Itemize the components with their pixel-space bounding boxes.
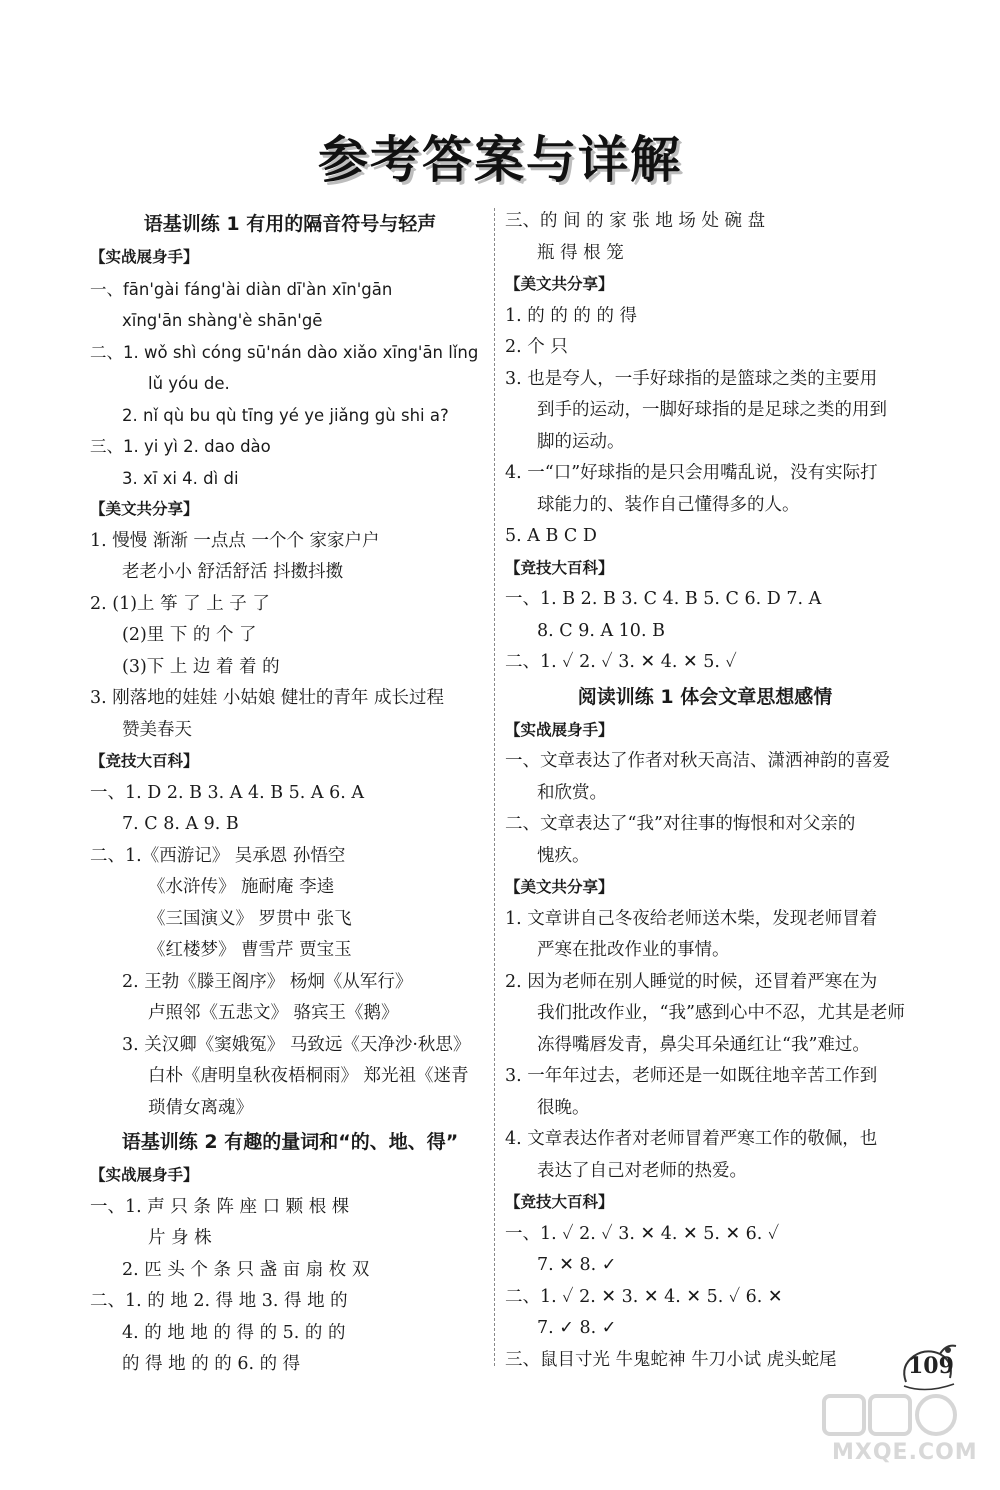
answer-line: 琐倩女离魂》: [148, 1097, 253, 1118]
answer-line: 2. nǐ qù bu qù tīng yé ye jiǎng gù shi a?: [122, 405, 449, 425]
subsection-label: 【实战展身手】: [90, 248, 199, 266]
answer-line: 3. 也是夸人，一手好球指的是篮球之类的主要用: [505, 368, 878, 389]
answer-line: xīng'ān shàng'è shān'gē: [122, 311, 323, 330]
answer-line: 1. 文章讲自己冬夜给老师送木柴，发现老师冒着: [505, 908, 878, 929]
answer-line: 冻得嘴唇发青，鼻尖耳朵通红让“我”难过。: [537, 1034, 870, 1055]
answer-line: 严寒在批改作业的事情。: [537, 940, 730, 960]
answer-line: 《红楼梦》 曹雪芹 贾宝玉: [148, 940, 352, 960]
answer-line: 1. 慢慢 渐渐 一点点 一个个 家家户户: [90, 530, 380, 551]
answer-line: 《三国演义》 罗贯中 张飞: [148, 908, 352, 929]
answer-line: 赞美春天: [122, 719, 192, 740]
answer-line: 三、的 间 的 家 张 地 场 处 碗 盘: [505, 211, 766, 231]
answer-line: 一、1. 声 只 条 阵 座 口 颗 根 棵: [90, 1196, 350, 1217]
section-heading: 阅读训练 1 体会文章思想感情: [577, 685, 833, 708]
page-title: 参考答案与详解: [318, 131, 682, 189]
answer-line: 到手的运动，一脚好球指的是足球之类的用到: [537, 400, 887, 420]
answer-line: 8. C 9. A 10. B: [537, 620, 665, 641]
answer-line: 白朴《唐明皇秋夜梧桐雨》 郑光祖《迷青: [148, 1066, 469, 1086]
answer-line: 一、文章表达了作者对秋天高洁、潇洒神韵的喜爱: [505, 751, 890, 771]
answer-line: 一、1. D 2. B 3. A 4. B 5. A 6. A: [90, 782, 365, 803]
section-heading: 语基训练 1 有用的隔音符号与轻声: [143, 213, 437, 235]
answer-line: 卢照邻《五悲文》 骆宾王《鹅》: [148, 1003, 399, 1023]
answer-line: 瓶 得 根 笼: [537, 242, 624, 263]
page-number: 109: [908, 1353, 954, 1379]
subsection-label: 【实战展身手】: [505, 720, 614, 739]
answer-line: 二、1. ✓ 2. ✓ 3. ✕ 4. ✕ 5. ✓: [505, 652, 737, 672]
answer-line: 表达了自己对老师的热爱。: [537, 1160, 747, 1181]
answer-line: 的 得 地 的 的 6. 的 得: [122, 1354, 301, 1374]
answer-line: 二、文章表达了“我”对往事的悔恨和对父亲的: [505, 814, 856, 834]
answer-line: 3. 关汉卿《窦娥冤》 马致远《天净沙·秋思》: [122, 1034, 471, 1055]
answer-line: 2. 因为老师在别人睡觉的时候，还冒着严寒在为: [505, 971, 878, 992]
answer-line: 我们批改作业，“我”感到心中不忍，尤其是老师: [537, 1003, 905, 1023]
answer-line: 球能力的、装作自己懂得多的人。: [537, 494, 800, 515]
answer-line: 《水浒传》 施耐庵 李逵: [148, 877, 335, 897]
answer-line: 一、1. B 2. B 3. C 4. B 5. C 6. D 7. A: [505, 589, 822, 609]
subsection-label: 【美文共分享】: [90, 500, 199, 518]
watermark-logo-icon: [820, 1390, 960, 1440]
answer-line: 5. A B C D: [505, 526, 597, 546]
answer-line: 和欣赏。: [537, 782, 607, 803]
answer-line: 3. xī xi 4. dì di: [122, 468, 239, 488]
answer-line: 二、1.《西游记》 吴承恩 孙悟空: [90, 845, 346, 866]
subsection-label: 【美文共分享】: [505, 878, 614, 896]
answer-line: 7. C 8. A 9. B: [122, 814, 239, 834]
answer-line: 7. ✓ 8. ✓: [537, 1318, 617, 1338]
section-heading: 语基训练 2 有趣的量词和“的、地、得”: [121, 1131, 459, 1153]
answer-line: 三、1. yi yì 2. dao dào: [90, 437, 271, 456]
answer-line: 4. 文章表达作者对老师冒着严寒工作的敬佩，也: [505, 1129, 878, 1149]
subsection-label: 【竞技大百科】: [90, 752, 199, 770]
answer-line: 4. 一“口”好球指的是只会用嘴乱说，没有实际打: [505, 463, 878, 483]
answer-line: 片 身 株: [148, 1228, 212, 1248]
answer-line: 2. (1)上 筝 了 上 子 了: [90, 593, 270, 614]
answer-line: 7. ✕ 8. ✓: [537, 1255, 617, 1275]
answer-line: 2. 匹 头 个 条 只 盏 亩 扇 枚 双: [122, 1259, 370, 1280]
answer-line: (2)里 下 的 个 了: [122, 625, 257, 645]
subsection-label: 【美文共分享】: [505, 275, 614, 293]
watermark-text: MXQE.COM: [832, 1440, 978, 1465]
answer-line: 二、1. 的 地 2. 得 地 3. 得 地 的: [90, 1291, 348, 1311]
answer-line: (3)下 上 边 着 着 的: [122, 656, 280, 677]
answer-line: 老老小小 舒活舒活 抖擞抖擞: [122, 562, 344, 582]
answer-line: 脚的运动。: [537, 431, 625, 452]
answer-line: 一、fān'gài fáng'ài diàn dī'àn xīn'gān: [90, 279, 393, 299]
column-divider: [494, 208, 495, 1366]
answer-line: 4. 的 地 地 的 得 的 5. 的 的: [122, 1322, 346, 1343]
answer-line: 二、1. wǒ shì cóng sū'nán dào xiǎo xīng'ān lǐng: [90, 342, 479, 362]
answer-line: 三、鼠目寸光 牛鬼蛇神 牛刀小试 虎头蛇尾: [505, 1349, 837, 1370]
answer-line: 很晚。: [537, 1097, 590, 1118]
answer-line: 1. 的 的 的 的 得: [505, 305, 638, 326]
subsection-label: 【竞技大百科】: [505, 1193, 614, 1211]
answer-line: 3. 刚落地的娃娃 小姑娘 健壮的青年 成长过程: [90, 688, 444, 708]
left-column: [90, 206, 490, 1381]
subsection-label: 【实战展身手】: [90, 1166, 199, 1184]
answer-line: 2. 王勃《滕王阁序》 杨炯《从军行》: [122, 971, 413, 992]
right-column: [505, 206, 905, 1376]
subsection-label: 【竞技大百科】: [505, 558, 614, 577]
answer-line: 一、1. ✓ 2. ✓ 3. ✕ 4. ✕ 5. ✕ 6. ✓: [505, 1223, 780, 1244]
answer-line: 3. 一年年过去，老师还是一如既往地辛苦工作到: [505, 1066, 878, 1086]
answer-line: 愧疚。: [537, 845, 590, 866]
answer-line: 2. 个 只: [505, 337, 568, 357]
answer-line: lǔ yóu de.: [148, 374, 230, 393]
answer-line: 二、1. ✓ 2. ✕ 3. ✕ 4. ✕ 5. ✓ 6. ✕: [505, 1286, 783, 1307]
